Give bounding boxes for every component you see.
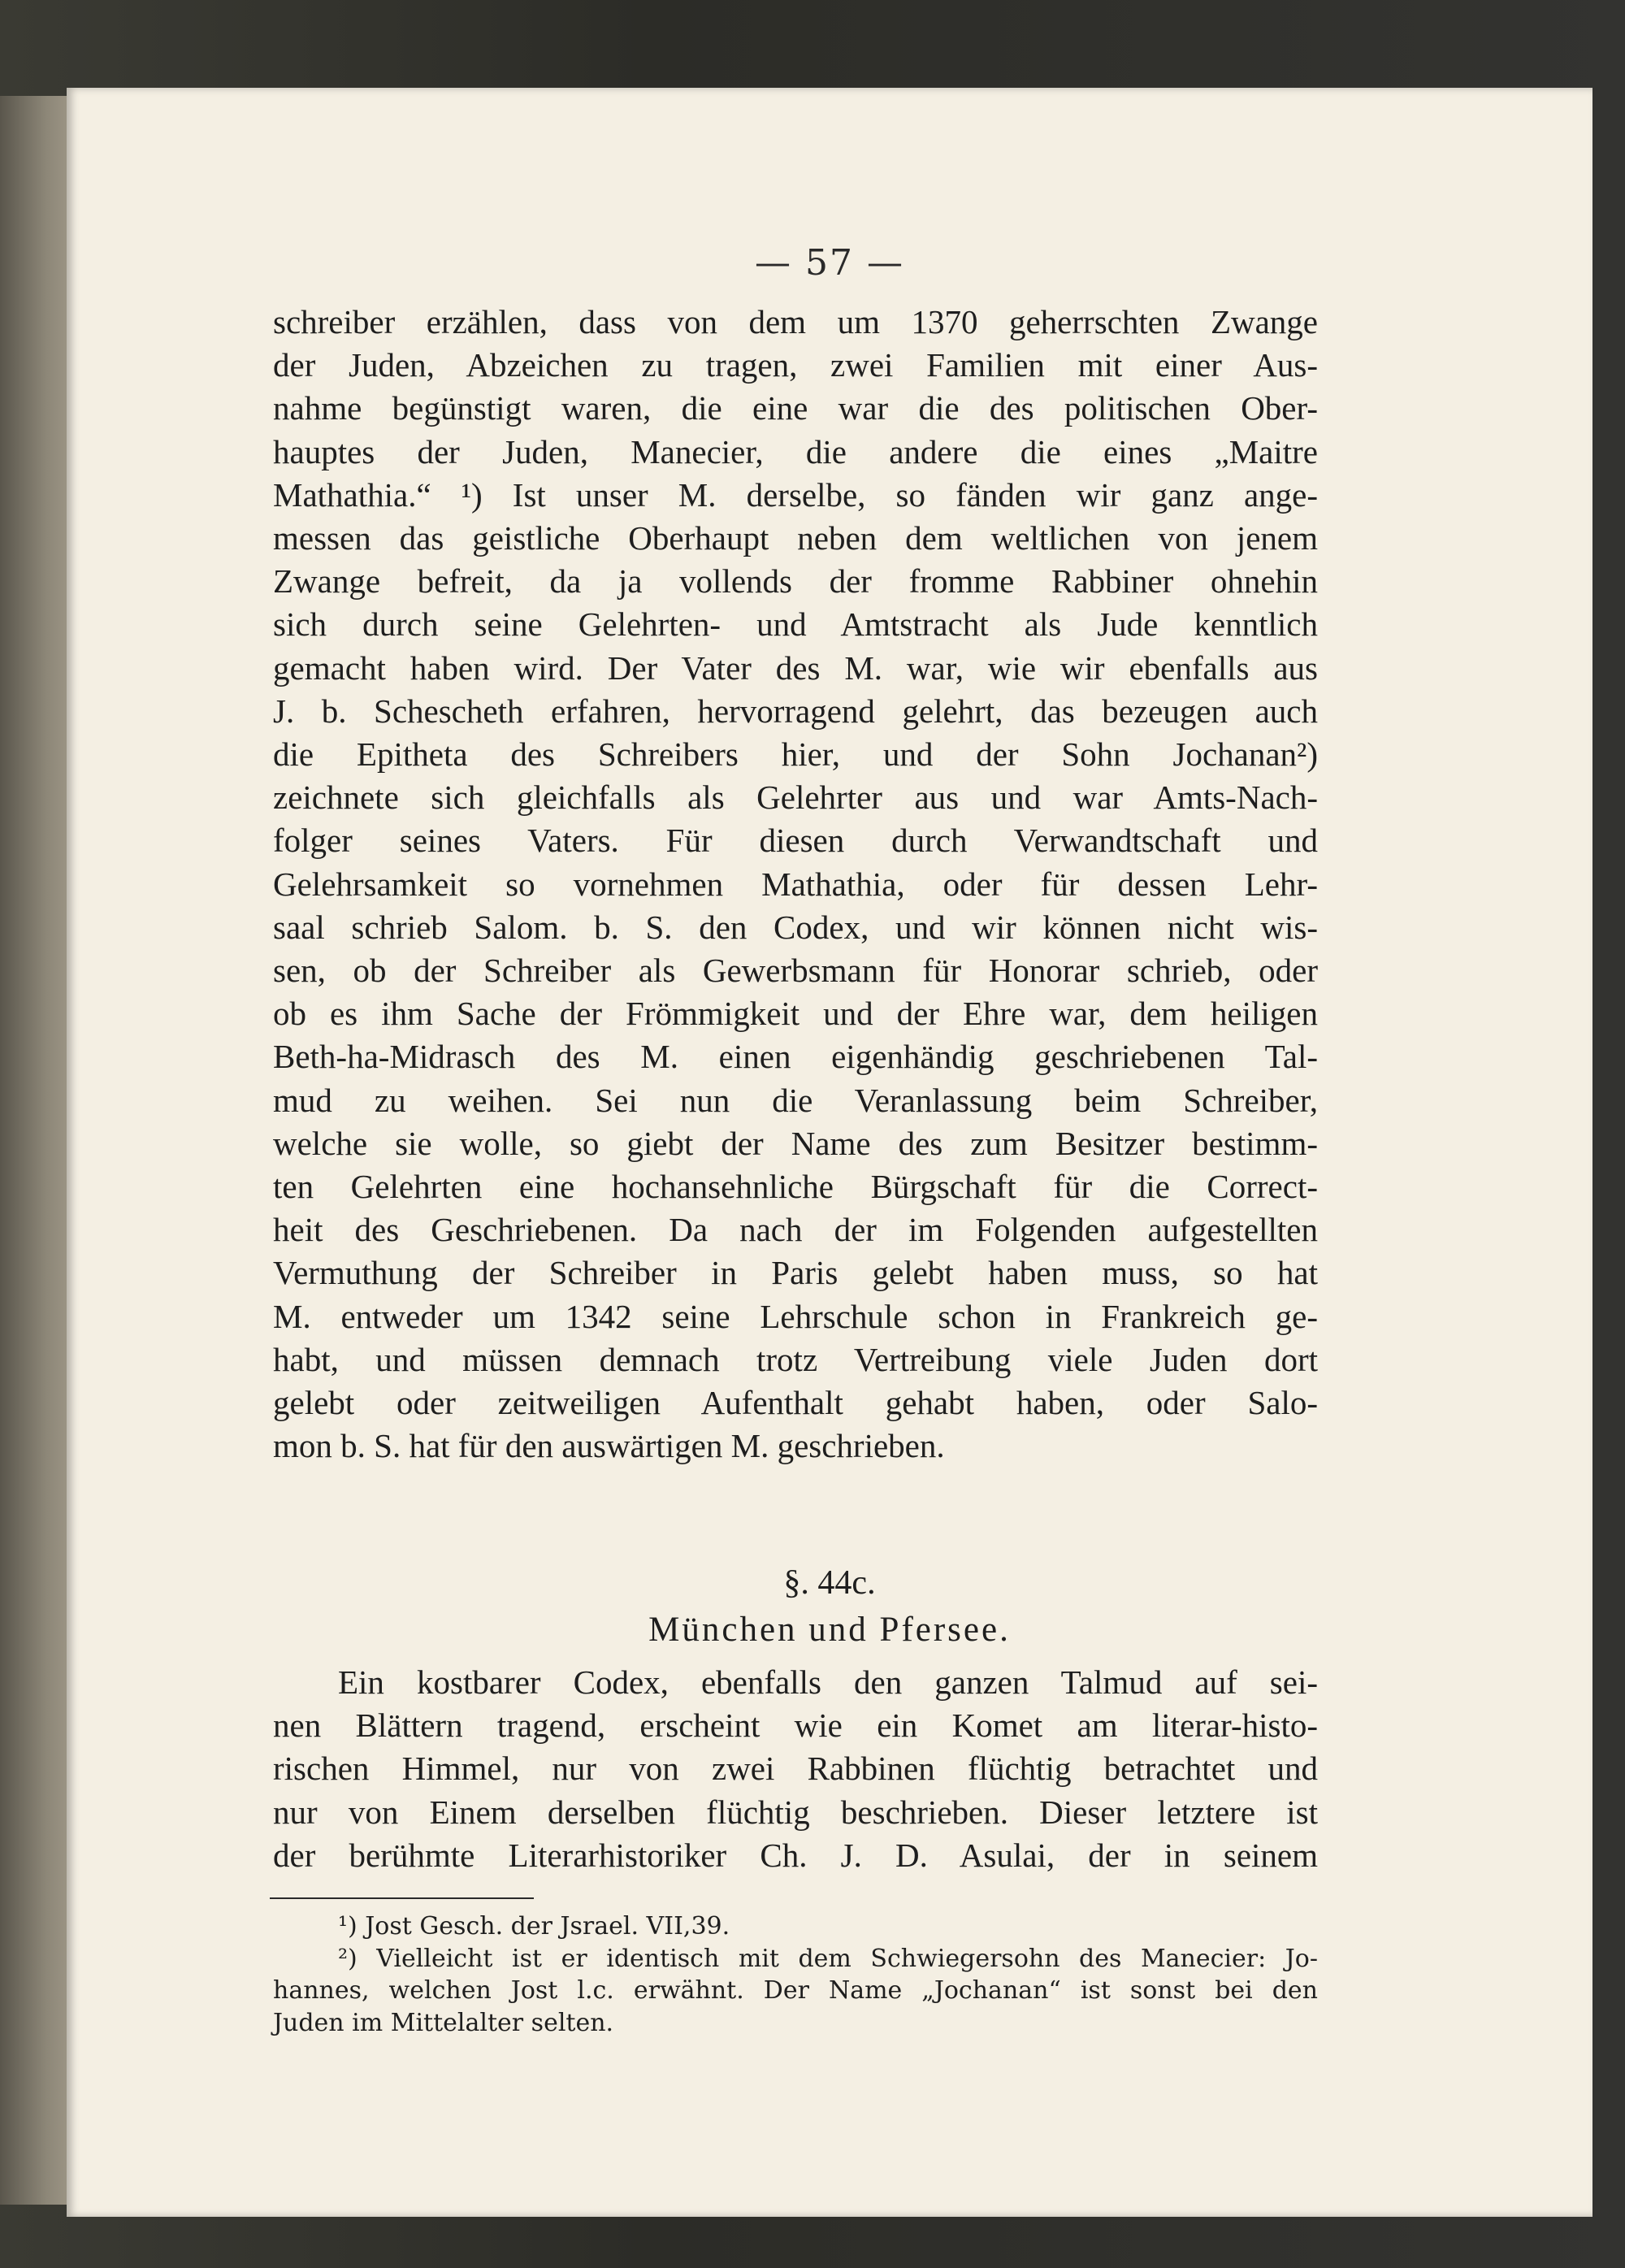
footnote-divider [270,1897,534,1899]
footnote-2-cont: hannes, welchen Jost l.c. erwähnt. Der Name „Jochanan“ ist sonst bei den [273,1976,1318,2005]
section-number: §. 44c. [783,1564,876,1602]
text-line: Ein kostbarer Codex, ebenfalls den ganzen Talmud auf sei- [338,1663,1318,1701]
text-line: sich durch seine Gelehrten- und Amtstracht als Jude kenntlich [273,605,1318,644]
text-line: Gelehrsamkeit so vornehmen Mathathia, oder für dessen Lehr- [273,865,1318,903]
page-number: — 57 — [755,242,904,284]
footnote-2: ²) Vielleicht ist er identisch mit dem Schwiegersohn des Manecier: Jo- [338,1944,1318,1973]
text-line: messen das geistliche Oberhaupt neben dem weltlichen von jenem [273,519,1318,557]
text-line: nahme begünstigt waren, die eine war die des politischen Ober- [273,389,1318,427]
text-line: der Juden, Abzeichen zu tragen, zwei Familien mit einer Aus- [273,346,1318,384]
text-line: folger seines Vaters. Für diesen durch Verwandtschaft und [273,822,1318,860]
text-line: nur von Einem derselben flüchtig beschrieben. Dieser letztere ist [273,1793,1318,1831]
paragraph-1 [273,301,1318,1468]
section-title: München und Pfersee. [648,1611,1011,1649]
text-line: Zwange befreit, da ja vollends der fromme Rabbiner ohnehin [273,562,1318,601]
text-line: sen, ob der Schreiber als Gewerbsmann für Honorar schrieb, oder [273,952,1318,990]
text-line: hauptes der Juden, Manecier, die andere die eines „Maitre [273,432,1318,471]
text-line: ten Gelehrten eine hochansehnliche Bürgschaft für die Correct- [273,1168,1318,1206]
text-line: Vermuthung der Schreiber in Paris gelebt haben muss, so hat [273,1254,1318,1292]
footnotes [273,1910,1318,2039]
footnote-2-cont: Juden im Mittelalter selten. [273,2008,614,2037]
text-line: die Epitheta des Schreibers hier, und der Sohn Jochanan²) [273,735,1318,774]
text-line: zeichnete sich gleichfalls als Gelehrter aus und war Amts-Nach- [273,778,1318,817]
text-line: gemacht haben wird. Der Vater des M. war, wie wir ebenfalls aus [273,648,1318,687]
text-line: rischen Himmel, nur von zwei Rabbinen flüchtig betrachtet und [273,1750,1318,1788]
text-line: welche sie wolle, so giebt der Name des zum Besitzer bestimm- [273,1124,1318,1162]
text-line: gelebt oder zeitweiligen Aufenthalt gehabt haben, oder Salo- [273,1384,1318,1422]
paragraph-2 [273,1661,1318,1877]
book-page [67,88,1592,2217]
text-line: habt, und müssen demnach trotz Vertreibung viele Juden dort [273,1340,1318,1378]
text-line: der berühmte Literarhistoriker Ch. J. D. Asulai, der in seinem [273,1836,1318,1874]
text-line: M. entweder um 1342 seine Lehrschule schon in Frankreich ge- [273,1297,1318,1335]
text-line: mud zu weihen. Sei nun die Veranlassung beim Schreiber, [273,1081,1318,1119]
text-line: Mathathia.“ ¹) Ist unser M. derselbe, so fänden wir ganz ange- [273,475,1318,514]
text-line: mon b. S. hat für den auswärtigen M. geschrieben. [273,1427,945,1465]
text-line: nen Blättern tragend, erscheint wie ein Komet am literar-histo- [273,1706,1318,1745]
previous-page-edge [0,96,67,2205]
text-line: saal schrieb Salom. b. S. den Codex, und wir können nicht wis- [273,908,1318,946]
text-line: J. b. Schescheth erfahren, hervorragend gelehrt, das bezeugen auch [273,692,1318,730]
text-line: ob es ihm Sache der Frömmigkeit und der Ehre war, dem heiligen [273,995,1318,1033]
text-line: Beth-ha-Midrasch des M. einen eigenhändig geschriebenen Tal- [273,1038,1318,1076]
text-line: heit des Geschriebenen. Da nach der im Folgenden aufgestellten [273,1211,1318,1249]
footnote-1: ¹) Jost Gesch. der Jsrael. VII,39. [338,1912,730,1941]
text-line: schreiber erzählen, dass von dem um 1370 geherrschten Zwange [273,303,1318,340]
